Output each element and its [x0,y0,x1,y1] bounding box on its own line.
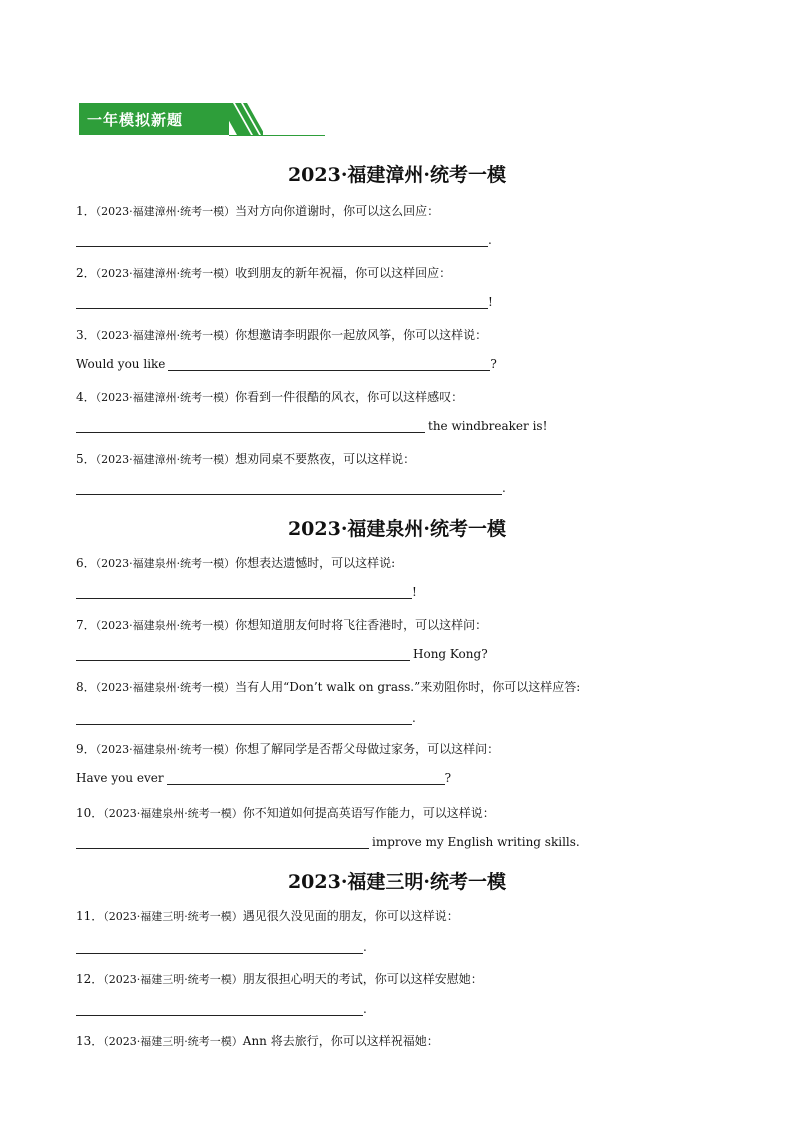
answer-line [76,835,580,849]
answer-line [76,295,493,309]
question-source: （2023·福建泉州·统考一模） [95,681,236,694]
question-number: 13． [76,1034,104,1048]
answer-blank[interactable] [76,420,425,433]
question-number: 3． [76,328,96,342]
banner-label: 一年模拟新题 [87,111,184,129]
answer-line [76,357,497,371]
question-source: （2023·福建泉州·统考一模） [95,619,236,632]
answer-blank[interactable] [168,358,490,371]
question-prompt: 你想邀请李明跟你一起放风筝，你可以这样说： [235,328,488,342]
answer-suffix: Hong Kong? [413,647,488,661]
question [76,554,395,571]
answer-suffix: . [412,711,416,725]
question-number: 6． [76,556,96,570]
question-number: 8． [76,680,96,694]
question [76,450,415,467]
question-source: （2023·福建漳州·统考一模） [95,453,236,466]
answer-line [76,585,417,599]
answer-blank[interactable] [76,482,502,495]
question-prompt: 你想知道朋友何时将飞往香港时，可以这样问： [235,618,488,632]
section-title: 2023·福建漳州·统考一模 [287,164,507,186]
answer-blank[interactable] [76,712,412,725]
question-prompt: 你想表达遗憾时，可以这样说: [235,556,396,570]
question-number: 7． [76,618,96,632]
question-source: （2023·福建泉州·统考一模） [95,743,236,756]
answer-prefix: Would you like [76,357,166,371]
answer-line [76,771,451,785]
answer-blank[interactable] [76,586,412,599]
answer-line [76,233,492,247]
answer-blank[interactable] [167,772,445,785]
answer-suffix: . [488,233,492,247]
answer-line [76,647,488,661]
question [76,740,499,757]
question-source: （2023·福建三明·统考一模） [103,1035,243,1048]
answer-suffix: ? [444,771,452,785]
question-number: 2． [76,266,96,280]
banner-stripes [219,103,263,135]
question-prompt: 遇见很久没见面的朋友，你可以这样说： [242,909,459,923]
question [76,388,463,405]
section-title: 2023·福建泉州·统考一模 [287,518,507,540]
answer-blank[interactable] [76,234,488,247]
question-source: （2023·福建漳州·统考一模） [95,267,236,280]
question-number: 10． [76,806,104,820]
answer-line [76,940,367,954]
question-prompt: 朋友很担心明天的考试，你可以这样安慰她： [242,972,483,986]
question-source: （2023·福建漳州·统考一模） [95,391,236,404]
question-prompt: Ann 将去旅行，你可以这样祝福她： [242,1034,439,1048]
answer-line [76,481,506,495]
question-prompt: 收到朋友的新年祝福，你可以这样回应： [235,266,452,280]
answer-prefix: Have you ever [76,771,164,785]
question-prompt: 你不知道如何提高英语写作能力，可以这样说： [242,806,495,820]
question [76,804,495,821]
question-source: （2023·福建漳州·统考一模） [95,205,236,218]
question-number: 5． [76,452,96,466]
question-prompt: 当有人用“Don’t walk on grass.”来劝阻你时，你可以这样应答: [235,680,581,694]
answer-blank[interactable] [76,1003,363,1016]
question-prompt: 你看到一件很酷的风衣，你可以这样感叹： [235,390,464,404]
question-number: 1． [76,204,96,218]
section-banner [79,101,325,137]
question-number: 9． [76,742,96,756]
question-source: （2023·福建泉州·统考一模） [95,557,236,570]
question [76,907,459,924]
question-source: （2023·福建三明·统考一模） [103,910,243,923]
question [76,264,451,281]
answer-blank[interactable] [76,941,363,954]
answer-line [76,711,416,725]
question-source: （2023·福建漳州·统考一模） [95,329,236,342]
question [76,970,483,987]
answer-suffix: ? [490,357,497,371]
answer-blank[interactable] [76,648,410,661]
answer-suffix: . [502,481,506,495]
question [76,678,580,695]
question [76,202,439,219]
question [76,326,487,343]
answer-suffix: ! [488,295,493,309]
question-number: 12． [76,972,104,986]
answer-suffix: . [363,940,367,954]
section-title: 2023·福建三明·统考一模 [287,871,507,893]
question-prompt: 想劝同桌不要熬夜，可以这样说： [235,452,416,466]
question [76,616,487,633]
answer-line [76,419,547,433]
answer-suffix: the windbreaker is! [428,419,548,433]
answer-blank[interactable] [76,836,369,849]
question-number: 4． [76,390,96,404]
question-prompt: 你想了解同学是否帮父母做过家务，可以这样问： [235,742,500,756]
answer-suffix: ! [412,585,417,599]
question-source: （2023·福建三明·统考一模） [103,973,243,986]
question [76,1032,439,1049]
answer-suffix: . [363,1002,367,1016]
question-prompt: 当对方向你道谢时，你可以这么回应： [235,204,440,218]
answer-blank[interactable] [76,296,488,309]
question-source: （2023·福建泉州·统考一模） [103,807,243,820]
question-number: 11． [76,909,104,923]
banner-underline [229,135,325,136]
answer-line [76,1002,367,1016]
answer-suffix: improve my English writing skills. [372,835,580,849]
